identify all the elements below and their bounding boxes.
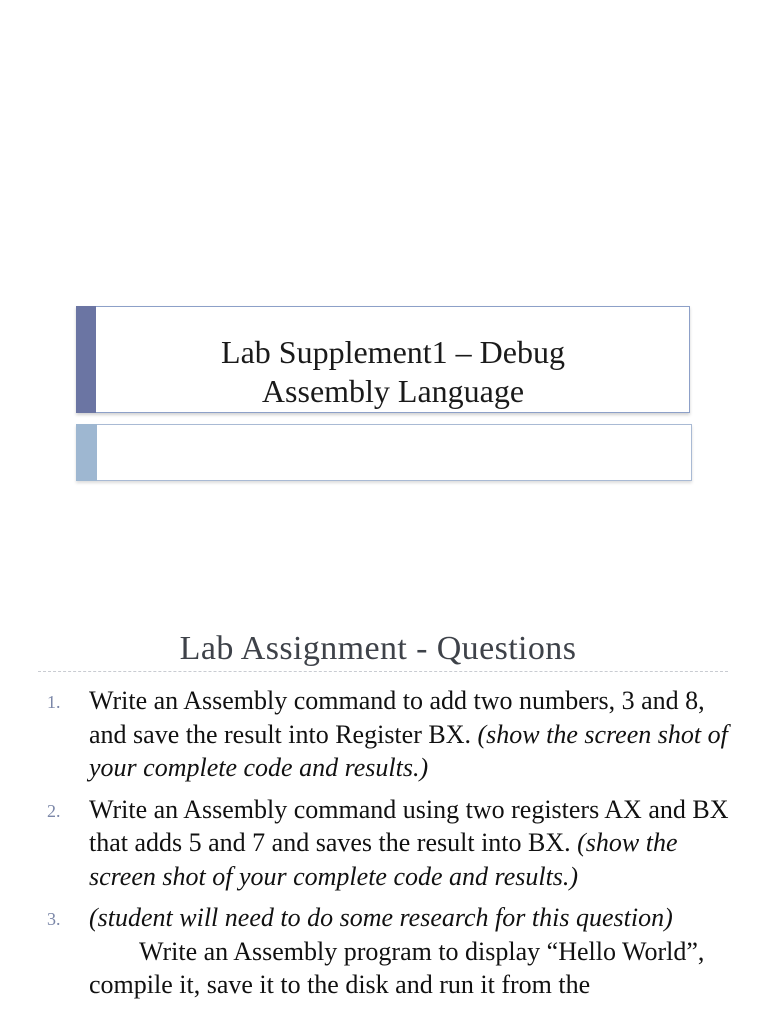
- question-item-2: [0, 793, 768, 894]
- question-text: [89, 793, 729, 894]
- question-item-1: [0, 684, 768, 785]
- question-note: (show the screen shot of your complete code and results.): [89, 828, 678, 891]
- question-number: 2.: [47, 800, 61, 821]
- question-number: 3.: [47, 909, 61, 929]
- subtitle-box: [76, 424, 692, 481]
- question-list: [0, 684, 768, 1010]
- heading-divider: [38, 671, 728, 672]
- question-text: [89, 684, 729, 785]
- slide-title: [97, 333, 689, 411]
- title-accent-bar: [76, 306, 96, 413]
- subtitle-accent-bar: [76, 424, 97, 481]
- slide-title-line-1: Lab Supplement1 – Debug: [221, 334, 565, 370]
- question-note: (student will need to do some research for this question): [89, 903, 673, 932]
- question-text: [89, 901, 729, 1002]
- question-item-3: [0, 901, 768, 1002]
- question-body: Write an Assembly program to display “Hello World”, compile it, save it to the disk and run it from the: [89, 936, 705, 999]
- question-body: Write an Assembly command using two registers AX and BX that adds 5 and 7 and saves the result into BX.: [89, 794, 729, 857]
- questions-heading: Lab Assignment - Questions: [179, 630, 577, 667]
- title-box: [76, 306, 690, 413]
- question-note: (show the screen shot of your complete code and results.): [89, 719, 728, 782]
- question-body: Write an Assembly command to add two numbers, 3 and 8, and save the result into Register BX.: [89, 686, 705, 749]
- question-number: 1.: [47, 692, 61, 712]
- slide-title-line-2: Assembly Language: [261, 373, 525, 409]
